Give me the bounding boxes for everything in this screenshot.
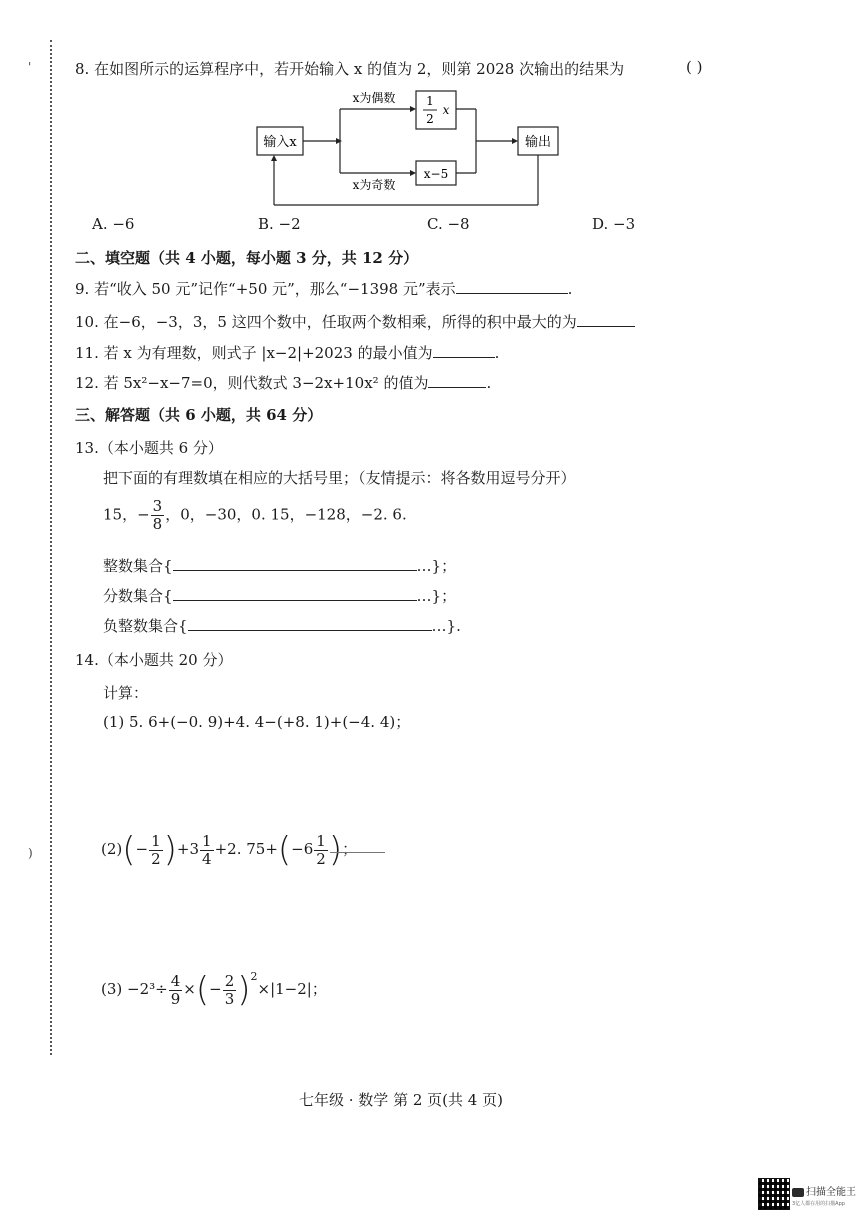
section-answer-heading: 三、解答题（共 6 小题，共 64 分） — [75, 406, 323, 424]
even-label: x为偶数 — [352, 91, 396, 105]
q11-line: 11. 若 x 为有理数，则式子 |x−2|+2023 的最小值为 . — [75, 344, 500, 362]
odd-label: x为奇数 — [352, 178, 396, 192]
q12-text: 12. 若 5x²−x−7=0，则代数式 3−2x+10x² 的值为 — [75, 374, 429, 392]
margin-mark: ' — [28, 60, 32, 74]
q10-line — [75, 311, 635, 332]
input-label: 输入x — [263, 135, 297, 150]
margin-mark: ) — [28, 846, 33, 860]
q12-blank[interactable] — [428, 373, 486, 388]
negative-integer-set-blank[interactable] — [188, 616, 432, 631]
q8-option-d: D. −3 — [592, 215, 636, 233]
q8-option-c: C. −8 — [427, 215, 470, 233]
q9-line: 9. 若“收入 50 元”记作“+50 元”，那么“−1398 元”表示 . — [75, 280, 573, 298]
negative-integer-set-line: 负整数集合{ …}. — [103, 617, 461, 635]
q13-instruction: 把下面的有理数填在相应的大括号里；（友情提示：将各数用逗号分开） — [103, 469, 576, 487]
scanner-logo-icon — [792, 1188, 804, 1197]
q10-blank[interactable] — [577, 312, 635, 327]
q14-part2: (2)(− $\frac{1}{2}$ )+3 $\frac{1}{4}$ +2. 75+(−6 $\frac{1}{2}$ )； — [101, 830, 358, 870]
stray-line — [330, 852, 385, 853]
integer-set-line: 整数集合{ …}； — [103, 557, 457, 575]
q8-text: 8. 在如图所示的运算程序中，若开始输入 x 的值为 2，则第 2028 次输出的结果为 — [75, 60, 625, 78]
q14-calc-label: 计算： — [103, 684, 149, 702]
q12-line: 12. 若 5x²−x−7=0，则代数式 3−2x+10x² 的值为 . — [75, 374, 492, 392]
q14-header: 14.（本小题共 20 分） — [75, 651, 233, 669]
output-label: 输出 — [524, 135, 552, 150]
q14-part3: (3) −2³÷ $\frac{4}{9}$ ×(− $\frac{2}{3}$ )$^2$×|1−2|； — [101, 970, 327, 1010]
q11-text: 11. 若 x 为有理数，则式子 |x−2|+2023 的最小值为 — [75, 344, 433, 362]
integer-set-label: 整数集合{ — [103, 557, 173, 575]
page-footer: 七年级 · 数学 第 2 页(共 4 页) — [299, 1091, 503, 1109]
binding-margin-line — [50, 40, 52, 1055]
fraction-set-blank[interactable] — [173, 586, 417, 601]
fraction-set-label: 分数集合{ — [103, 587, 173, 605]
section-fill-blank-heading: 二、填空题（共 4 小题，每小题 3 分，共 12 分） — [75, 249, 419, 267]
scanner-watermark: 扫描全能王 3亿人都在用的扫描App — [792, 1187, 856, 1207]
minus5-label: x−5 — [423, 167, 449, 181]
q14-part1: (1) 5. 6+(−0. 9)+4. 4−(+8. 1)+(−4. 4)； — [103, 713, 411, 731]
q8-answer-paren: ( ) — [686, 58, 703, 76]
negative-integer-set-label: 负整数集合{ — [103, 617, 188, 635]
half-var: x — [442, 103, 450, 117]
q8-flow-diagram — [250, 85, 570, 215]
q13-header: 13.（本小题共 6 分） — [75, 439, 223, 457]
q8-option-a: A. −6 — [92, 215, 135, 233]
qr-code-icon — [758, 1178, 790, 1210]
integer-set-blank[interactable] — [173, 556, 417, 571]
half-den: 2 — [426, 112, 434, 126]
q9-text: 9. 若“收入 50 元”记作“+50 元”，那么“−1398 元”表示 — [75, 280, 456, 298]
q11-blank[interactable] — [433, 343, 495, 358]
q9-blank[interactable] — [456, 279, 568, 294]
half-num: 1 — [426, 94, 434, 108]
q8-option-b: B. −2 — [258, 215, 301, 233]
q13-number-list: 15，− $\frac{3}{8}$ ，0，−30，0. 15，−128，−2. 6. — [103, 497, 407, 533]
fraction-set-line: 分数集合{ …}； — [103, 587, 457, 605]
q10-text: 10. 在−6，−3，3，5 这四个数中，任取两个数相乘，所得的积中最大的为 — [75, 313, 577, 331]
